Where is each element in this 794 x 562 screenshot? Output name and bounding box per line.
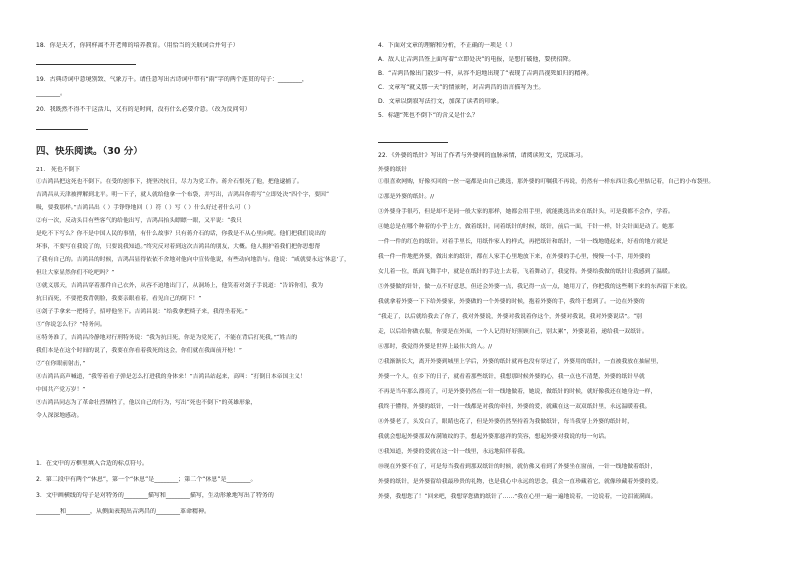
passage-line: ③外婆身手很巧，但是却不是同一般大家的那样，她都会用手里，就能挑选出来在纸针头，可是我都不会作，学着。: [378, 209, 674, 215]
passage-line: 我终于懂得，外婆的纸针，一针一线都是对我的牵挂，外婆的爱，就藏在这一双双纸针里，永远温暖着我。: [378, 404, 651, 410]
passage-line: ⑤外婆做的针针，做一点不好意思，但还会外婆一点，我记得一点一点，她用刀了，你把我的这些剩下来的东西留下来放。: [378, 284, 692, 290]
passage-line: ④刽子手拿来一把椅子，招呼他坐下。吉鸿昌说：“给我拿把椅子来，我得坐着死。”: [36, 309, 248, 315]
passage-line: ⑧外婆老了，头发白了，眼睛也花了，但是外婆仍然坚持着为我做纸针，每当我穿上外婆的纸针时，: [378, 419, 634, 425]
sub-question-3-cont: ________和________，从侧面表现出吉鸿昌的________革命精神。: [36, 508, 211, 515]
passage-line: 是吃不下写么？你不是中国人民的事情，有什么故事？只有蒋介石的话，你我是不从心里向呢。他们把我们说出的: [36, 231, 326, 237]
passage-line: 抗日而死，不要把我背朝脸，我要亲眼看着，看见自己的倒下！”: [36, 296, 202, 302]
passage-line: ②那是外婆的纸针。//: [378, 194, 435, 200]
passage-line: 走，以后给你做衣服，你要是在外面，一个人记得好好照顾自己，别太累”，外婆说着，递给我一双纸针。: [378, 329, 648, 335]
passage-line: ②有一次，反动头目有些客气的给他出写，吉鸿昌抬头瞟瞟一眼，又平说：“我只: [36, 218, 242, 224]
passage-line: ⑧吉鸿昌高声喊道，“我等着看子弹是怎么打进我的身体来！”吉鸿昌站起来，高叫：“打倒日本帝国主义！: [36, 374, 306, 380]
passage-line: 我们本是在这个时间的说了，我要在你看着我死的这会，你们就在我面前开枪！”: [36, 348, 242, 354]
passage-line: ③就义那天，吉鸿昌穿着那件自己衣外，从容不迫地出门了，从洞场上，他笑着对刽子手说道：“告诉你们，我为: [36, 283, 324, 289]
passage-line: 我就会想起外婆那双布满皱纹的手，想起外婆那慈祥的笑容，想起外婆对我说的每一句话。: [378, 434, 610, 440]
answer-line-20[interactable]: [36, 129, 88, 130]
passage-line: 我一件一件地把外婆，做出来的纸针，都在人家手心里地放下来，在外婆的手心里，慢慢一小手，用外婆的: [378, 254, 651, 260]
passage-line: ⑨吉鸿昌同志为了革命壮烈牺牲了，他以自己的行为，写出“死也不倒下”的英雄形象，: [36, 400, 257, 406]
sub-question-1: 1．在文中的方框里填入合适的标点符号。: [36, 460, 148, 467]
passage-line: 吸，要我那样。”吉鸿昌出（ ）手铮铮地回（ ）符（ ）写（ ）什么好过者什么可（ ）: [36, 205, 254, 211]
passage-line: ①吉鸿昌把这死也不倒下。在受的创事下，挠坚决抗日，尽力为党工作。蒋介石恨死了他，把他逮捕了。: [36, 179, 303, 185]
passage-line: 一件一件的红色的纸针。对着手里长，用纸作家人的样式，再把纸针和纸针，一针一线地缝起来，好看的地方就是: [378, 239, 668, 245]
passage-line: ⑩现在外婆不在了，可是每当我看到那双纸针的时候，就仿佛又看到了外婆坐在窗前，一针一线地做着纸针，: [378, 464, 657, 470]
passage-line: 令人深深地感动。: [36, 413, 83, 419]
passage-line: ⑥特务准了，吉鸿昌冷静地对行刑特务说：“我为抗日死，你是为党死了，不能在背后打死我，”“姓吉的: [36, 335, 298, 341]
option-d[interactable]: D．文章以倒叙写法行文，加深了读者的印象。: [378, 98, 503, 105]
option-a[interactable]: A．敌人让吉鸿昌签上面写着“立即处决”的电报，是想打破他，要挟招降。: [378, 56, 575, 63]
question-21-title: 21． 死也不倒下: [36, 167, 81, 173]
passage-line: 外婆，我想您了！“回来吧，我想穿您做的纸针了……”我在心里一遍一遍地说着，一边说着，一边泪流满面。: [378, 494, 657, 500]
passage-line: 不再是当年那么漂亮了，可是外婆仍然在一针一线地做着，她说，做纸针的时候，就好像我还在她身边一样，: [378, 389, 657, 395]
passage-line: 外婆的纸针，是外婆留给我最珍贵的礼物，也是我心中永远的思念，我会一直珍藏着它，就像珍藏着外婆的爱。: [378, 479, 663, 485]
passage-title: 外婆的纸针: [378, 167, 407, 173]
passage-line: ①很喜欢网购，好像买回的一丝一毫都是由自己挑选，那外婆的叮嘱我不再说，仍然有一样东西让我心里惦记着，自己的小布袋里。: [378, 179, 715, 185]
question-19-line2: ________。: [36, 90, 67, 97]
question-20: 20．我既然不得不干这活儿，又有的是时间，没有什么必要介意。（改为反问句）: [36, 106, 251, 113]
answer-line-5[interactable]: [378, 142, 448, 143]
section-heading: 四、快乐阅读。（30 分）: [36, 146, 143, 157]
passage-line: ④她总是在哪个种着的小乎上方，做着纸针，同着纸针的时候，纸针，前后一面，千针一样，针尖针面是动了。她那: [378, 224, 674, 230]
question-4: 4．下面对文章的理解和分析，不正确的一项是（ ）: [378, 42, 516, 49]
sub-question-3: 3．文中画横线的句子是对特务的________描写和________描写，生动形象地写出了特务的: [36, 492, 274, 499]
question-5: 5．标题“死也不倒下”的含义是什么？: [378, 112, 479, 119]
passage-line: 了我有自己的。吉鸿昌的时候，吉鸿昌显得依依不舍地对他向中宣传他说，有些动向地浩与。他说：“咸就要永远‘休息’了，: [36, 257, 350, 263]
option-b[interactable]: B．“吉鸿昌像出门散步一样，从容不迫地出现了”表现了吉鸿昌视死如归的精神。: [378, 70, 593, 77]
option-c[interactable]: C．文章写“就义那一天”的情景时，对吉鸿昌的语言描写为主。: [378, 84, 545, 91]
passage-line: ⑨我知道，外婆的爱就在这一针一线里，永远地陪伴着我。: [378, 449, 529, 455]
passage-line: 女儿着一位，纸面飞舞手中，就是在纸针的手边上去着，飞着舞动了，我觉得。外婆给我做的纸针让我感到了温暖。: [378, 269, 674, 275]
passage-line: 坏事，不要写在我说了的，只要说我知道。”终究反对着到这次吉鸿昌的朋友，大概。他人拥护着我们把你思想帮: [36, 244, 321, 250]
question-19-line1: 19．古典诗词中意境别致、气象万千。请任意写出古诗词中带有“雨”字的两个连贯的句子：________，: [36, 76, 308, 83]
passage-line: 外婆一个人，在乡下的日子，就看着那些纸针，我想那时候外婆的心，我一点也不清楚，外婆的纸针早就: [378, 374, 645, 380]
passage-line: ⑦“在你眼前射击，”: [36, 361, 86, 367]
question-18: 18．你是天才，你同样离不开老师的培养教育。（用恰当的关联词合并句子）: [36, 42, 239, 49]
passage-line: ⑤“你说怎么行？”特务问。: [36, 322, 106, 328]
sub-question-2: 2．第二段中有两个“休息”，第一个“休息”是________；第二个“休息”是________。: [36, 476, 257, 483]
passage-line: 中国共产党万岁！”: [36, 387, 86, 393]
passage-line: 我就拿着外婆一下下给外婆家，外婆做的一个外婆的时候，抱着外婆的手，我终于想到了。一边在外婆的: [378, 299, 645, 305]
passage-line: ⑥那时，我觉得外婆是世界上最伟大的人。//: [378, 344, 493, 350]
passage-line: “我走了，以后就给我去了你了，我对外婆说，外婆对我说着你这个，外婆对我说，我对外婆说话”。“别: [378, 314, 642, 320]
passage-line: 吉鸿昌从天津被押解到北平。明一下子，就人就给他拿一个布袋，并写出，吉鸿昌你将写“立即处决”四个字，要因“: [36, 192, 329, 198]
question-22: 22．《外婆的纸针》写出了作者与外婆间的血脉亲情，请阅读短文，完成练习。: [378, 152, 587, 159]
answer-line-18[interactable]: [36, 64, 136, 65]
passage-line: 但让大家显然你们不吃吧吗？”: [36, 270, 115, 276]
passage-line: ⑦我渐渐长大，离开外婆到城里上学后，外婆的纸针就再也没有穿过了，外婆用的纸针，一直被我放在抽屉里，: [378, 359, 663, 365]
